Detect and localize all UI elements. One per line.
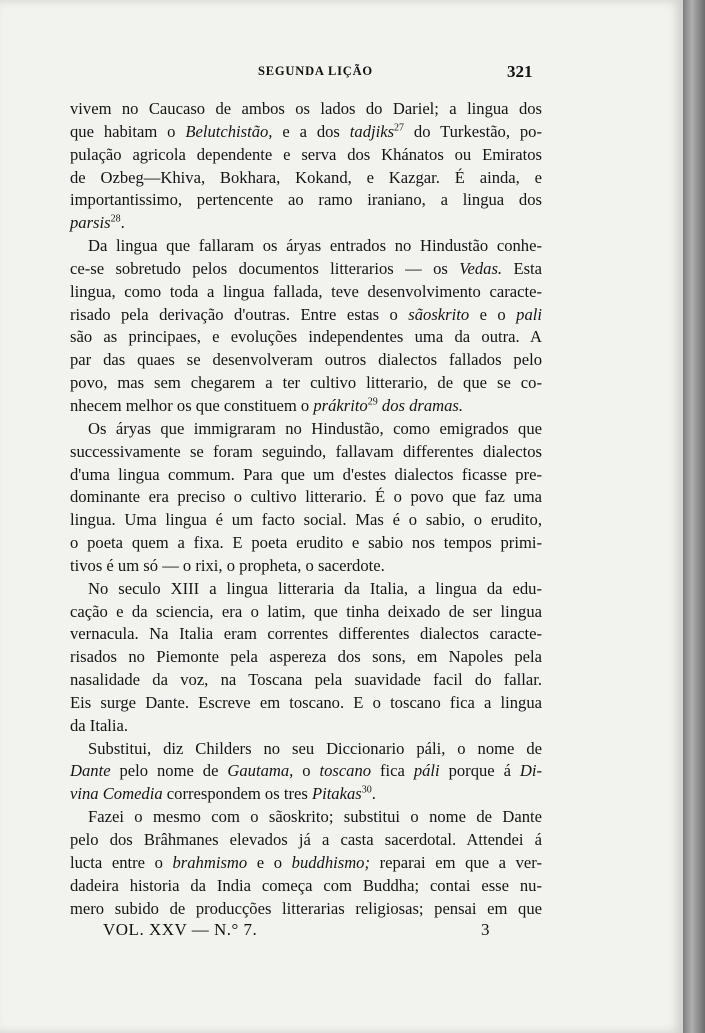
- text-run: pelo dos Brâhmanes elevados já a casta sacerdotal. Attendei á: [70, 830, 542, 849]
- text-run: nhecem melhor os que constituem o: [70, 395, 314, 415]
- page-edge: [683, 0, 705, 1033]
- text-line: [70, 646, 542, 669]
- text-line: [70, 98, 542, 121]
- text-run: lucta entre o: [70, 852, 173, 872]
- text-line: [70, 167, 542, 190]
- page-header: [0, 62, 683, 84]
- text-run: ce-se sobretudo pelos documentos litterarios — os: [70, 258, 460, 278]
- italic-term: Belutchistão,: [185, 121, 273, 141]
- text-line: [70, 898, 542, 921]
- text-run: vivem no Caucaso de ambos os lados do Dariel; a lingua dos: [70, 99, 542, 118]
- text-line: [70, 258, 542, 281]
- text-line: [70, 281, 542, 304]
- text-run: lingua. Uma lingua é um facto social. Mas é o sabio, o erudito,: [70, 510, 542, 530]
- text-line: [70, 555, 542, 578]
- text-line: [70, 578, 542, 601]
- text-line: [70, 441, 542, 464]
- text-line: [70, 875, 542, 898]
- text-run: Fazei o mesmo com o sãoskrito; substitui o nome de Dante: [88, 807, 542, 827]
- italic-term: vina Comedia: [70, 784, 163, 804]
- text-run: Esta: [502, 258, 543, 278]
- text-line: [70, 326, 542, 349]
- text-run: d'uma lingua commum. Para que um d'estes dialectos ficasse pre-: [70, 464, 542, 484]
- italic-term: buddhismo;: [291, 852, 370, 872]
- italic-term: Pitakas: [311, 784, 362, 804]
- text-run: Substitui, diz Childers no seu Diccionario páli, o nome de: [88, 738, 542, 758]
- text-line: [70, 212, 542, 235]
- text-run: successivamente se foram seguindo, fallavam differentes dialectos: [70, 441, 542, 461]
- text-line: [70, 623, 542, 646]
- text-line: [70, 783, 542, 806]
- text-line: [70, 418, 542, 441]
- italic-term: toscano: [319, 761, 372, 781]
- italic-term: Vedas.: [459, 258, 503, 278]
- italic-term: sãoskrito: [408, 304, 470, 324]
- italic-term: brahmismo: [172, 852, 248, 872]
- text-line: [70, 852, 542, 875]
- text-run: Da lingua que fallaram os áryas entrados no Hindustão conhe-: [88, 236, 542, 256]
- text-run: o: [293, 761, 320, 781]
- text-line: [70, 532, 542, 555]
- italic-term: páli: [413, 761, 440, 781]
- text-line: [70, 121, 542, 144]
- text-line: [70, 395, 542, 418]
- page-number: 321: [507, 62, 533, 81]
- text-line: [70, 509, 542, 532]
- text-run: povo, mas sem chegarem a ter cultivo litterario, de que se co-: [70, 373, 542, 393]
- text-run: de Ozbeg—Khiva, Bokhara, Kokand, e Kazgar. É ainda, e: [70, 167, 542, 187]
- text-line: [70, 692, 542, 715]
- text-line: [70, 669, 542, 692]
- text-run: da Italia.: [70, 715, 129, 735]
- footnote-ref: 27: [394, 122, 405, 134]
- text-line: [70, 144, 542, 167]
- text-run: importantissimo, pertencente ao ramo iraniano, a lingua dos: [70, 190, 542, 210]
- italic-term: Gautama,: [227, 761, 294, 781]
- page-footer: [0, 920, 683, 944]
- text-run: do Turkestão, po-: [404, 121, 542, 141]
- text-line: [70, 601, 542, 624]
- text-run: tivos é um só — o rixi, o propheta, o sacerdote.: [70, 555, 385, 575]
- text-run: fica: [371, 761, 414, 781]
- italic-term: Dante: [70, 761, 111, 781]
- text-line: [70, 760, 542, 783]
- text-line: [70, 235, 542, 258]
- text-run: e o: [247, 852, 292, 872]
- text-run: par das quaes se desenvolveram outros dialectos fallados pelo: [70, 350, 542, 370]
- body-text: [70, 98, 542, 920]
- volume-number: VOL. XXV — N.° 7.: [103, 920, 258, 939]
- text-line: [70, 806, 542, 829]
- italic-term: prákrito: [313, 395, 368, 415]
- text-line: [70, 486, 542, 509]
- text-line: [70, 715, 542, 738]
- text-run: risados no Piemonte pela aspereza dos sons, em Napoles pela: [70, 647, 542, 667]
- text-run: pulação agricola dependente e serva dos Khánatos ou Emiratos: [70, 144, 542, 164]
- text-run: cação e da sciencia, era o latim, que tinha deixado de ser lingua: [70, 601, 542, 621]
- italic-term: parsis: [70, 213, 111, 233]
- text-line: [70, 189, 542, 212]
- text-run: .: [120, 213, 125, 233]
- text-run: correspondem os tres: [162, 784, 312, 804]
- text-line: [70, 372, 542, 395]
- text-run: mero subido de producções litterarias religiosas; pensai em que: [70, 898, 542, 918]
- text-run: dominante era preciso o cultivo litterario. É o povo que faz uma: [70, 487, 542, 507]
- text-run: dadeira historia da India começa com Buddha; contai esse nu-: [70, 875, 542, 895]
- text-run: pelo nome de: [110, 761, 228, 781]
- italic-term: Di-: [519, 761, 542, 781]
- text-run: Os áryas que immigraram no Hindustão, como emigrados que: [88, 418, 542, 438]
- text-run: são as principaes, e evoluções independentes uma da outra. A: [70, 327, 542, 347]
- text-run: .: [371, 784, 376, 804]
- italic-term: tadjiks: [349, 121, 395, 141]
- italic-term: pali: [516, 304, 542, 324]
- text-run: No seculo XIII a lingua litteraria da Italia, a lingua da edu-: [88, 578, 542, 598]
- footnote-ref: 29: [367, 396, 378, 408]
- footnote-ref: 30: [361, 784, 372, 796]
- text-line: [70, 829, 542, 852]
- text-run: risado pela derivação d'outras. Entre estas o: [70, 304, 409, 324]
- text-run: e o: [469, 304, 517, 324]
- text-run: reparai em que a ver-: [370, 852, 543, 872]
- text-run: e a dos: [272, 121, 350, 141]
- text-run: lingua, como toda a lingua fallada, teve desenvolvimento caracte-: [70, 281, 542, 301]
- signature-mark: 3: [481, 920, 490, 939]
- footnote-ref: 28: [110, 213, 121, 225]
- text-run: porque á: [439, 761, 520, 781]
- text-line: [70, 738, 542, 761]
- text-run: vernacula. Na Italia eram correntes differentes dialectos caracte-: [70, 624, 542, 644]
- text-run: nasalidade da voz, na Toscana pela suavidade facil do fallar.: [70, 670, 542, 690]
- text-run: Eis surge Dante. Escreve em toscano. E o toscano fica a lingua: [70, 692, 542, 712]
- text-run: que habitam o: [70, 121, 186, 141]
- text-line: [70, 304, 542, 327]
- text-run: o poeta quem a fixa. E poeta erudito e sabio nos tempos primi-: [70, 533, 542, 553]
- running-title: SEGUNDA LIÇÃO: [258, 64, 373, 78]
- text-line: [70, 349, 542, 372]
- text-line: [70, 464, 542, 487]
- italic-term: dos dramas.: [381, 395, 464, 415]
